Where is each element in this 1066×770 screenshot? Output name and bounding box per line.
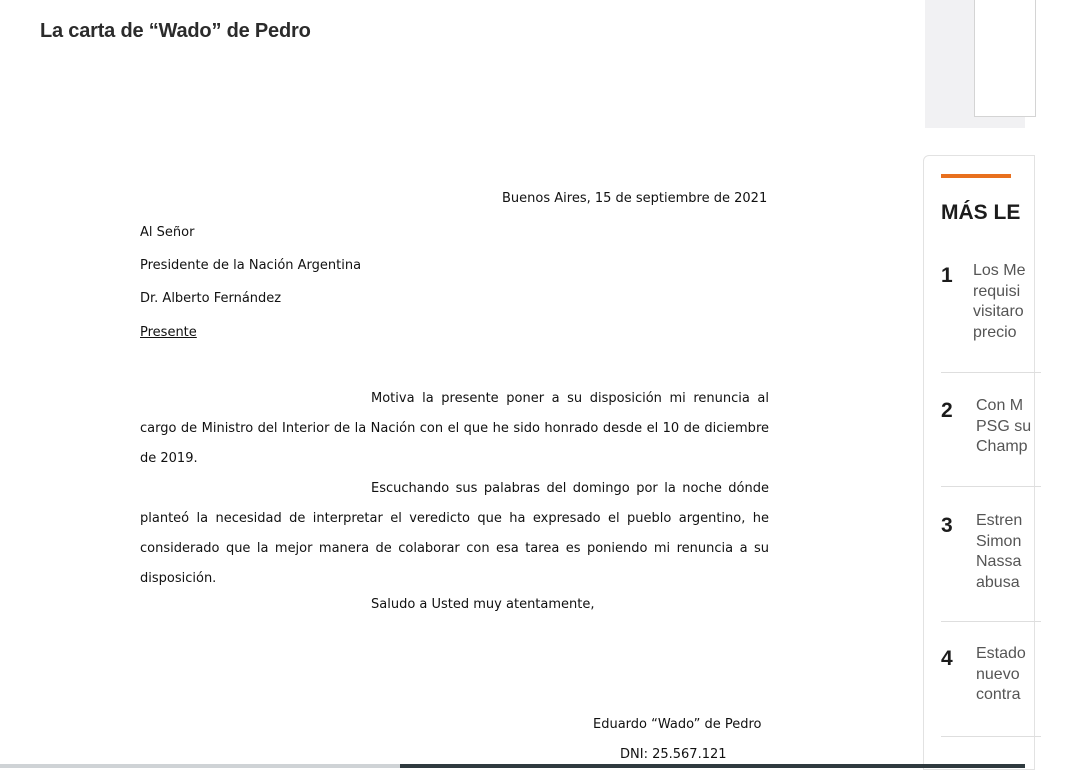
most-read-panel [923,155,1035,770]
most-read-number: 1 [941,264,953,287]
letter-image [0,180,920,768]
bottom-scrollbar[interactable] [0,764,1025,768]
most-read-number: 4 [941,647,953,670]
most-read-heading: MÁS LE [941,201,1021,224]
letter-addressee-salutation: Al Señor [140,225,195,240]
most-read-accent-bar [941,174,1011,178]
divider [941,486,1041,487]
letter-addressee-title: Presidente de la Nación Argentina [140,258,362,273]
most-read-number: 2 [941,399,953,422]
letter-signature: Eduardo “Wado” de Pedro [593,717,762,732]
ad-frame[interactable] [974,0,1036,117]
article-title: La carta de “Wado” de Pedro [40,20,311,42]
letter-paragraph-1 [140,384,769,474]
most-read-headline[interactable]: Estren Simon Nassa abusa [976,512,1023,591]
sidebar-ad-area [925,0,1025,128]
letter-date: Buenos Aires, 15 de septiembre de 2021 [502,191,768,206]
divider [941,621,1041,622]
letter-dni: DNI: 25.567.121 [620,747,727,762]
letter-addressee-name: Dr. Alberto Fernández [140,291,282,306]
letter-paragraph-2 [140,474,769,594]
most-read-headline[interactable]: Los Me requisi visitaro precio [973,262,1026,341]
most-read-number: 3 [941,514,953,537]
letter-addressee-presente: Presente [140,325,197,340]
letter-closing: Saludo a Usted muy atentamente, [371,597,595,612]
most-read-headline[interactable]: Con M PSG su Champ [976,397,1032,455]
scrollbar-thumb[interactable] [0,764,400,768]
divider [941,372,1041,373]
divider [941,736,1041,737]
letter-paragraph-1-text: Motiva la presente poner a su disposición mi renuncia al cargo de Ministro del Interior de la Nación con el que he sido honrado desde el 10 de diciembre de 2019. [140,391,769,466]
most-read-headline[interactable]: Estado nuevo contra [976,645,1026,703]
letter-paragraph-2-text: Escuchando sus palabras del domingo por la noche dónde planteó la necesidad de interpretar el veredicto que ha expresado el pueblo argentino, he considerado que la mejor manera de colaborar con esa tarea es poniendo mi renuncia a su disposición. [140,481,769,586]
